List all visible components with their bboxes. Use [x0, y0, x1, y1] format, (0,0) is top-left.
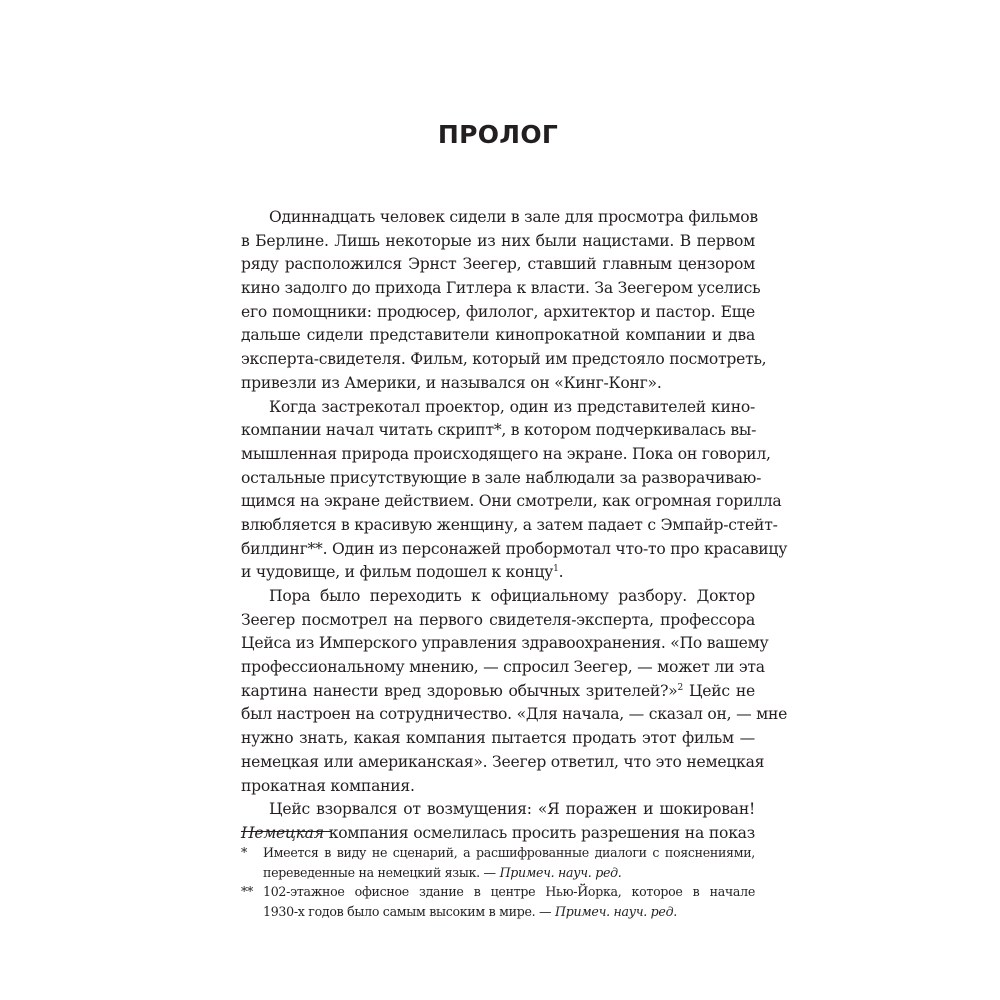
text-line: привезли из Америки, и назывался он «Кинг-Конг». — [241, 373, 662, 392]
text-line: остальные присутствующие в зале наблюдали за разворачиваю- — [241, 468, 762, 487]
text-line: кино задолго до прихода Гитлера к власти. За Зеегером уселись — [241, 279, 761, 298]
footnote-line: Имеется в виду не сценарий, а расшифрованные диалоги с пояснениями, — [263, 845, 755, 860]
paragraph-3 — [241, 585, 788, 798]
text-line: билдинг**. Один из персонажей пробормотал что-то про красавицу — [241, 539, 788, 558]
text-line: щимся на экране действием. Они смотрели, как огромная горилла — [241, 492, 782, 511]
text-segment: Цейс не — [682, 681, 755, 700]
text-line — [241, 822, 755, 846]
text-line — [241, 680, 755, 704]
footnote-1 — [241, 843, 755, 882]
text-segment: картина нанести вред здоровью обычных зрителей?» — [241, 681, 678, 700]
endnote-ref: 2 — [677, 682, 683, 693]
text-line: мышленная природа происходящего на экране. Пока он говорил, — [241, 444, 771, 463]
text-line: и чудовище, и фильм подошел к концу$^1$. — [241, 563, 564, 582]
text-segment: переведенные на немецкий язык. — — [263, 864, 500, 880]
text-line: Когда застрекотал проектор, один из представителей кино- — [269, 397, 755, 416]
text-line: Одиннадцать человек сидели в зале для просмотра фильмов — [269, 208, 758, 226]
text-segment: 1930-х годов было самым высоким в мире. — — [263, 903, 556, 919]
footnotes — [241, 843, 755, 921]
text-line: эксперта-свидетеля. Фильм, который им предстояло посмотреть, — [241, 350, 767, 369]
text-line: дальше сидели представители кинопрокатной компании и два — [241, 326, 755, 345]
paragraph-1 — [241, 206, 767, 396]
emphasis-word: Немецкая — [241, 823, 324, 842]
text-line: профессиональному мнению, — спросил Зеегер, — может ли эта — [241, 658, 765, 677]
text-line: нужно знать, какая компания пытается продать этот фильм — — [241, 729, 755, 748]
footnote-2 — [241, 882, 755, 921]
main-text — [241, 206, 788, 846]
text-line: Цейс взорвался от возмущения: «Я поражен и шокирован! — [269, 800, 755, 819]
text-line: влюбляется в красивую женщину, а затем падает с Эмпайр-стейт- — [241, 515, 778, 534]
footnote-line: 102-этажное офисное здание в центре Нью-Йорка, которое в начале — [263, 884, 755, 899]
footnote-separator — [241, 831, 331, 832]
chapter-title: ПРОЛОГ — [437, 120, 559, 149]
text-line: ряду расположился Эрнст Зеегер, ставший главным цензором — [241, 255, 755, 274]
text-line: прокатная компания. — [241, 776, 415, 795]
text-line: в Берлине. Лишь некоторые из них были нацистами. В первом — [241, 231, 755, 250]
text-line: Цейса из Имперского управления здравоохранения. «По вашему — [241, 634, 769, 653]
paragraph-2 — [241, 396, 788, 586]
endnote-ref: 1 — [553, 564, 559, 575]
text-line: компании начал читать скрипт*, в котором подчеркивалась вы- — [241, 421, 757, 440]
paragraph-4 — [241, 798, 755, 845]
footnote-mark: ** — [241, 884, 253, 899]
text-line: немецкая или американская». Зеегер ответил, что это немецкая — [241, 752, 765, 771]
text-line: его помощники: продюсер, филолог, архитектор и пастор. Еще — [241, 302, 755, 321]
text-line: Пора было переходить к официальному разбору. Доктор — [269, 587, 755, 605]
editor-note: Примеч. науч. ред. — [555, 903, 677, 919]
text-segment: и чудовище, и фильм подошел к концу — [241, 563, 554, 582]
text-line: был настроен на сотрудничество. «Для начала, — сказал он, — мне — [241, 705, 788, 724]
text-line: Зеегер посмотрел на первого свидетеля-эксперта, профессора — [241, 610, 755, 629]
footnote-line — [263, 863, 755, 883]
footnote-mark: * — [241, 845, 247, 860]
text-segment: компания осмелилась просить разрешения на показ — [323, 823, 755, 842]
footnote-line — [263, 902, 755, 922]
book-page — [241, 0, 788, 1000]
editor-note: Примеч. науч. ред. — [499, 864, 622, 880]
